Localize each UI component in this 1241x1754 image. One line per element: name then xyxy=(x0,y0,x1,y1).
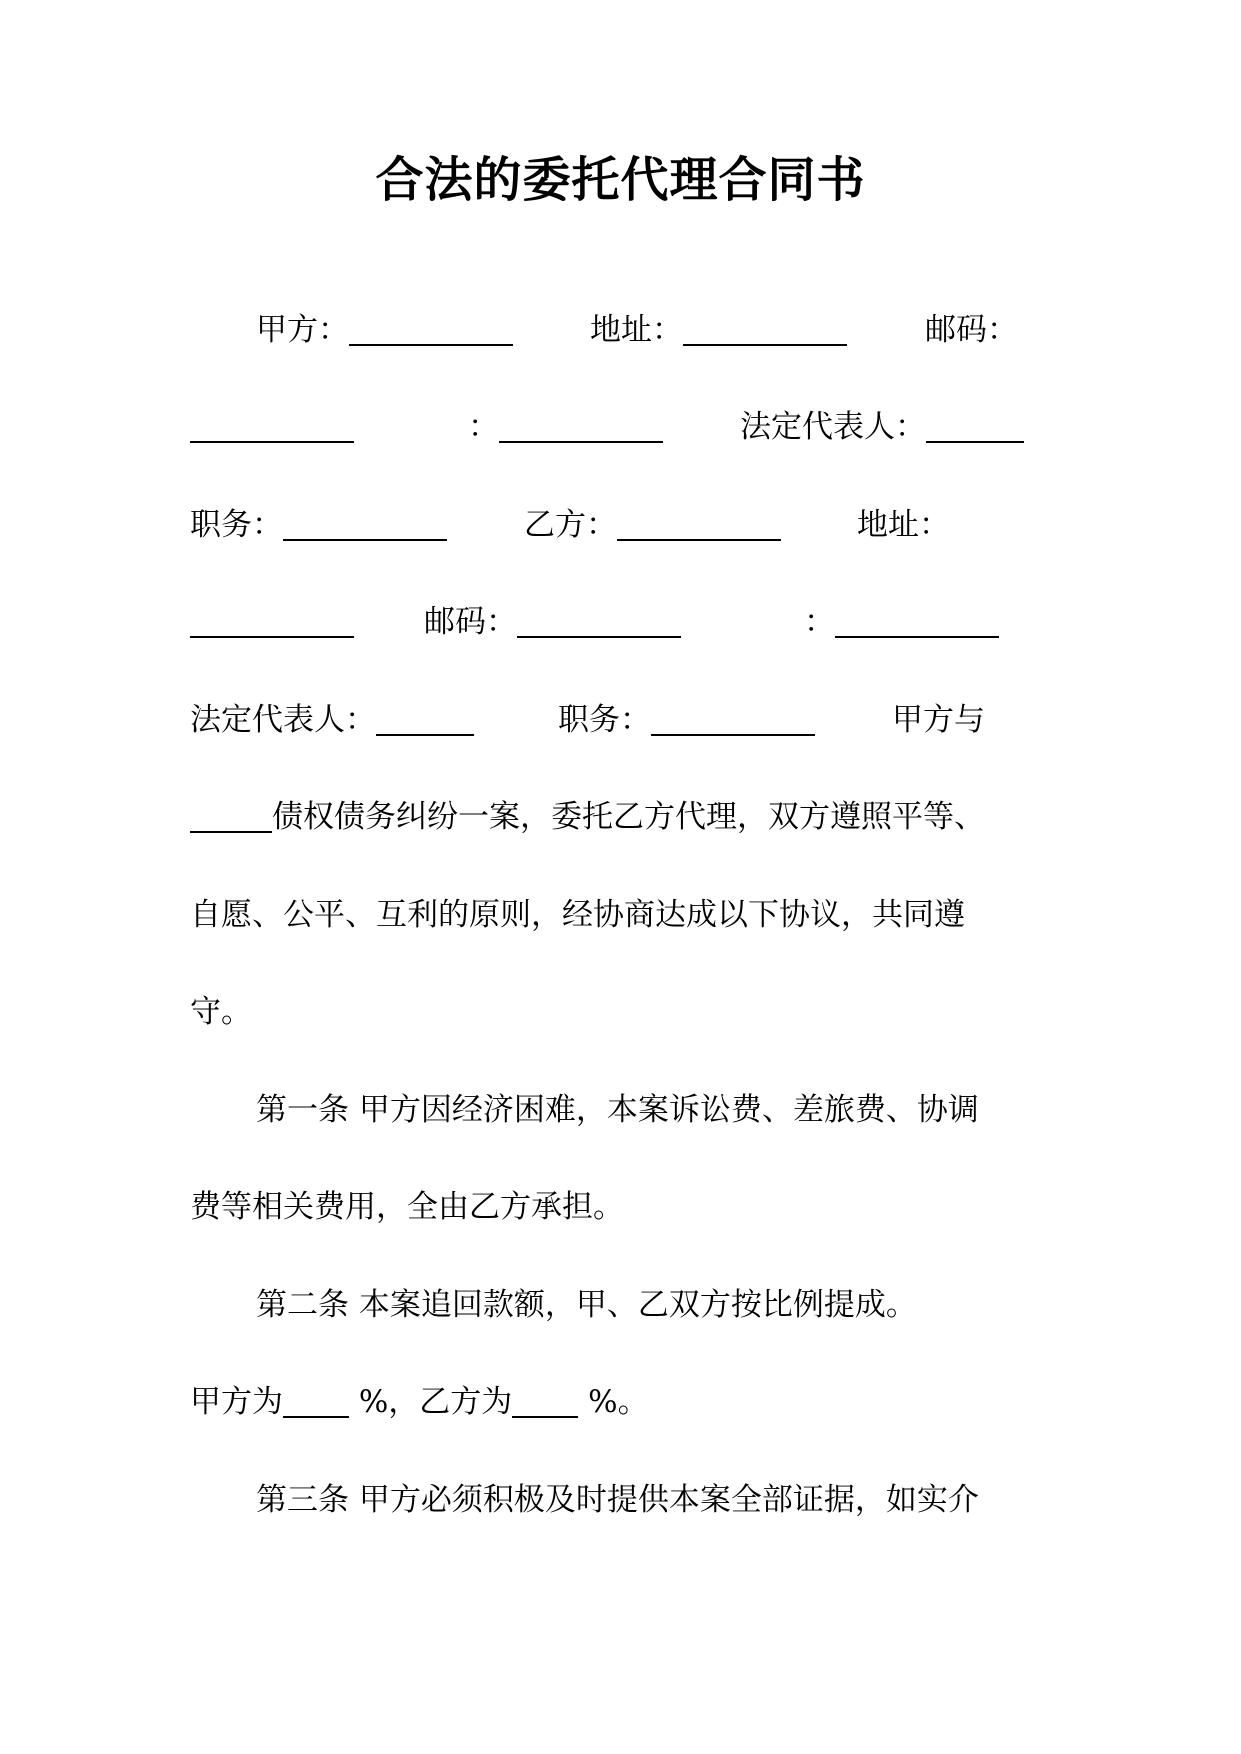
party-a-field xyxy=(256,305,513,355)
document-title: 合法的委托代理合同书 xyxy=(375,152,866,208)
postcode-1-label: 邮码： xyxy=(925,312,1018,348)
party-a-label: 甲方： xyxy=(256,312,349,348)
position-1-label: 职务： xyxy=(190,507,283,543)
legal-rep-1-blank[interactable] xyxy=(926,407,1024,443)
postcode-1-blank[interactable] xyxy=(190,407,354,443)
address-1-field xyxy=(590,305,847,355)
party-b-field xyxy=(524,500,781,550)
postcode-2-field xyxy=(424,597,681,647)
legal-rep-2-field xyxy=(190,695,474,745)
intro-line-3: 守。 xyxy=(190,994,252,1030)
article-2-end: %。 xyxy=(578,1384,649,1420)
counterparty-blank[interactable] xyxy=(190,797,272,833)
article-3-line-1: 第三条 甲方必须积极及时提供本案全部证据，如实介 xyxy=(256,1482,979,1518)
party-a-line xyxy=(190,305,1050,355)
intro-line-1 xyxy=(190,792,1050,842)
postcode-2-label: 邮码： xyxy=(424,604,517,640)
colon-1-blank[interactable] xyxy=(499,407,663,443)
article-1-line-2: 费等相关费用，全由乙方承担。 xyxy=(190,1189,624,1225)
position-party-b-line xyxy=(190,500,1050,550)
party-b-blank[interactable] xyxy=(617,505,781,541)
legal-rep-2-label: 法定代表人： xyxy=(190,702,376,738)
legal-rep-2-blank[interactable] xyxy=(376,700,474,736)
address-1-label: 地址： xyxy=(590,312,683,348)
address-2-field xyxy=(190,597,354,647)
article-2-line-2 xyxy=(190,1377,1050,1427)
article-1-line-1: 第一条 甲方因经济困难，本案诉讼费、差旅费、协调 xyxy=(256,1092,979,1128)
position-1-blank[interactable] xyxy=(283,505,447,541)
intro-text-1: 债权债务纠纷一案，委托乙方代理，双方遵照平等、 xyxy=(272,799,985,835)
article-2-line-1: 第二条 本案追回款额，甲、乙双方按比例提成。 xyxy=(256,1287,917,1323)
party-a-blank[interactable] xyxy=(349,310,513,346)
legal-rep-2-line xyxy=(190,695,1050,745)
party-b-percent-blank[interactable] xyxy=(512,1382,578,1418)
article-2-party-a: 甲方为 xyxy=(190,1384,283,1420)
colon-2-blank[interactable] xyxy=(835,602,999,638)
party-a-line-2 xyxy=(190,402,1050,452)
party-b-label: 乙方： xyxy=(524,507,617,543)
postcode-2-blank[interactable] xyxy=(517,602,681,638)
party-a-percent-blank[interactable] xyxy=(283,1382,349,1418)
position-2-label: 职务： xyxy=(558,702,651,738)
article-2-party-b: %，乙方为 xyxy=(349,1384,513,1420)
postcode-1-field xyxy=(190,402,354,452)
intro-line-2: 自愿、公平、互利的原则，经协商达成以下协议，共同遵 xyxy=(190,897,965,933)
legal-rep-1-label: 法定代表人： xyxy=(740,409,926,445)
address-2-blank[interactable] xyxy=(190,602,354,638)
colon-1-label: ： xyxy=(468,409,499,445)
colon-2-field xyxy=(804,597,999,647)
party-a-with-label: 甲方与 xyxy=(892,702,985,738)
position-1-field xyxy=(190,500,447,550)
address-1-blank[interactable] xyxy=(683,310,847,346)
colon-2-label: ： xyxy=(804,604,835,640)
position-2-blank[interactable] xyxy=(651,700,815,736)
legal-rep-1-field xyxy=(740,402,1024,452)
colon-1-field xyxy=(468,402,663,452)
address-2-label: 地址： xyxy=(857,507,950,543)
party-b-line-2 xyxy=(190,597,1050,647)
position-2-field xyxy=(558,695,815,745)
